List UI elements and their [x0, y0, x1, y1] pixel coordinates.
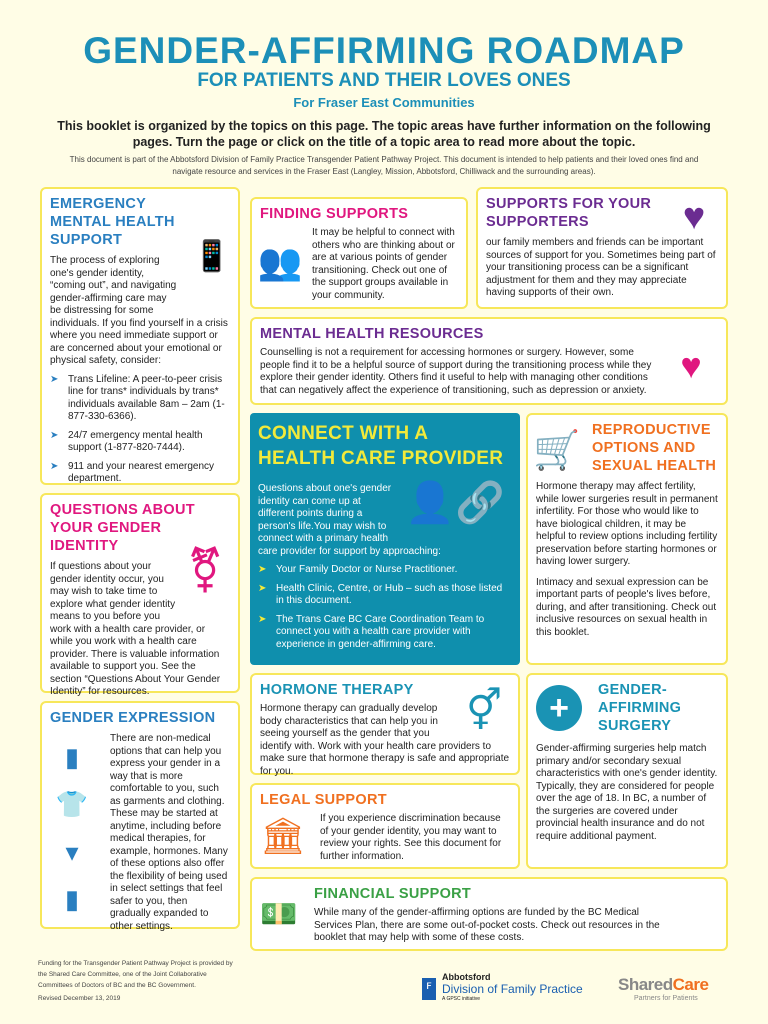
doctors-icon: 👤🔗: [405, 480, 505, 525]
region-label: For Fraser East Communities: [293, 95, 475, 110]
logo-tagline: Partners for Patients: [634, 995, 698, 1002]
garments-icon: ▮ 👕 ▾ ▮: [55, 741, 89, 914]
financial-card: [250, 877, 728, 951]
legal-body: If you experience discrimination because of your gender identity, you may want to review your rights. See this document for further information.: [320, 813, 502, 862]
finding-body: It may be helpful to connect with others who are thinking about or are at various points of gender transitioning. Check out one of the support groups available in your community.: [312, 227, 455, 301]
emergency-title[interactable]: EMERGENCY MENTAL HEALTH SUPPORT: [50, 196, 175, 248]
money-hand-icon: 💵: [260, 897, 298, 931]
supporters-body: our family members and friends can be important sources of support for you. Sometimes being part of your transitioning process can be a significant adjustment for them and they may appreciate having supports of their own.: [486, 237, 716, 298]
questions-text: If questions about your gender identity occur, you may wish to take time to explore what gender identity means to you before you work with a health care provider, or while you work with a health care provider. There is valuable information available to support you. See the section “Questions About Your Gender Identity” for resources.: [50, 561, 221, 697]
list-item: ➤ The Trans Care BC Care Coordination Team to connect you with a health care provider with experience in gender-affirming care.: [258, 614, 512, 652]
finding-title[interactable]: FINDING SUPPORTS: [260, 206, 409, 222]
supporters-card: [476, 187, 728, 309]
logo-abbotsford: Abbotsford: [442, 972, 491, 982]
funding-note: [38, 958, 238, 1004]
list-item: ➤ Health Clinic, Centre, or Hub – such as those listed in this document.: [258, 583, 512, 608]
surgery-card: [526, 673, 728, 869]
connect-title[interactable]: CONNECT WITH A HEALTH CARE PROVIDER: [258, 423, 504, 469]
financial-title[interactable]: FINANCIAL SUPPORT: [314, 886, 472, 902]
questions-title[interactable]: QUESTIONS ABOUT YOUR GENDER IDENTITY: [50, 502, 195, 554]
surgery-body: Gender-affirming surgeries help match primary and/or secondary sexual characteristics with one's gender identity. Typically, they are considered for people over the age of 18. In BC, a number of the surgeries are covered under provincial health insurance and do not require additional payment.: [536, 743, 718, 842]
intro-text: This booklet is organized by the topics on this page. The topic areas have further information on the following pages. Turn the page or click on the title of a topic area to read more about the topic.: [57, 119, 711, 149]
medical-cross-icon: +: [536, 685, 582, 731]
page-title: GENDER-AFFIRMING ROADMAP: [83, 30, 685, 71]
list-item: ➤ Your Family Doctor or Nurse Practitioner.: [258, 564, 512, 577]
reproductive-body-2: Intimacy and sexual expression can be important parts of people's lives before, during, and after transitioning. Check out inclusive resources on sexual health in this booklet.: [536, 576, 717, 638]
supporters-title[interactable]: SUPPORTS FOR YOUR SUPPORTERS: [486, 196, 652, 230]
reproductive-title[interactable]: REPRODUCTIVE OPTIONS AND SEXUAL HEALTH: [592, 422, 717, 474]
head-heart-icon: ♥: [680, 344, 702, 386]
sharedcare-logo: [618, 975, 738, 1002]
revised-date: Revised December 13, 2019: [38, 995, 121, 1002]
surgery-title[interactable]: GENDER-AFFIRMING SURGERY: [598, 682, 682, 734]
logo-gpsc: A GPSC initiative: [442, 996, 481, 1002]
legal-title[interactable]: LEGAL SUPPORT: [260, 792, 387, 808]
gender-symbols-icon: ⚥: [465, 688, 503, 733]
logo-shared: Shared: [618, 975, 673, 994]
mental-health-title[interactable]: MENTAL HEALTH RESOURCES: [260, 326, 484, 342]
gender-symbol-icon: ⚧: [186, 545, 224, 595]
courthouse-icon: 🏛: [260, 814, 306, 856]
emergency-card: [40, 187, 240, 485]
connect-card: [250, 413, 520, 665]
logo-care: Care: [672, 975, 709, 994]
mental-health-body: Counselling is not a requirement for accessing hormones or surgery. However, some people find it to be a helpful source of support during the transitioning process while they explore their gender identity. Others find it useful to help with managing other conditions that can negatively affect the experience of transitioning, such as depression or anxiety.: [260, 347, 652, 396]
heart-hands-icon: ♥: [682, 195, 706, 238]
legal-card: [250, 783, 520, 869]
connect-text: Questions about one's gender identity can come up at different points during a person's life.You may wish to connect with a primary health care provider for support by approaching:: [258, 483, 441, 557]
reproductive-card: [526, 413, 728, 665]
stroller-icon: 🛒: [533, 429, 581, 472]
emergency-text: The process of exploring one's gender identity, “coming out”, and navigating gender-affirming care may be distressing for some individuals. If you find yourself in a crisis where you need immediate support or are concerned about your emotional or physical safety, consider:: [50, 255, 228, 366]
expression-title[interactable]: GENDER EXPRESSION: [50, 710, 216, 726]
questions-card: [40, 493, 240, 697]
list-item: ➤ 24/7 emergency mental health support (1-877-820-7444).: [50, 430, 230, 455]
phone-icon: 📱: [193, 239, 231, 273]
logo-division: Division of Family Practice: [442, 982, 583, 996]
people-icon: 👥: [257, 240, 303, 282]
funding-text: Funding for the Transgender Patient Pathway Project is provided by the Shared Care Committee, one of the Joint Collaborative Committees of Doctors of BC and the BC Government.: [38, 960, 233, 989]
expression-card: [40, 701, 240, 932]
division-logo: [420, 972, 600, 1002]
expression-body: There are non-medical options that can help you express your gender in a way that is more comfortable to you, such as garments and clothing. These may be started at anytime, including before medical therapies, for example, hormones. Many of these options also offer the flexibility of being used in select settings that feel safer to you, then gradually expanded to other settings.: [110, 733, 228, 932]
hormone-card: [250, 673, 520, 775]
finding-card: [250, 197, 468, 309]
financial-body: While many of the gender-affirming options are funded by the BC Medical Services Plan, there are some out-of-pocket costs. Check out resources in the booklet that may help with some of these costs.: [314, 907, 660, 943]
family-icon: ꜰ: [422, 978, 436, 1000]
list-item: ➤ Trans Lifeline: A peer-to-peer crisis line for trans* individuals by trans* individuals available 8am – 2am (1-877-330-6366).: [50, 374, 230, 424]
reproductive-body-1: Hormone therapy may affect fertility, while lower surgeries result in permanent infertility. For those who would like to have biological children, it may be helpful to review options including fertility preservation before starting hormones or having lower surgery.: [536, 481, 718, 567]
list-item: ➤ 911 and your nearest emergency department.: [50, 461, 230, 486]
page-subtitle: FOR PATIENTS AND THEIR LOVES ONES: [197, 70, 571, 91]
hormone-title[interactable]: HORMONE THERAPY: [260, 682, 414, 698]
hormone-text: Hormone therapy can gradually develop body characteristics that can help you in seeing yourself as the gender that you identify with. Work with your health care providers to make sure that hormone therapy is safe and appropriate for you.: [260, 703, 510, 777]
project-note: This document is part of the Abbotsford Division of Family Practice Transgender Patient Pathway Project. This document is intended to help patients and their loved ones find and navigate resource and services in the Fraser East (Langley, Mission, Abbotsford, Chilliwack and the surrounding areas).: [69, 155, 699, 176]
mental-health-card: [250, 317, 728, 405]
